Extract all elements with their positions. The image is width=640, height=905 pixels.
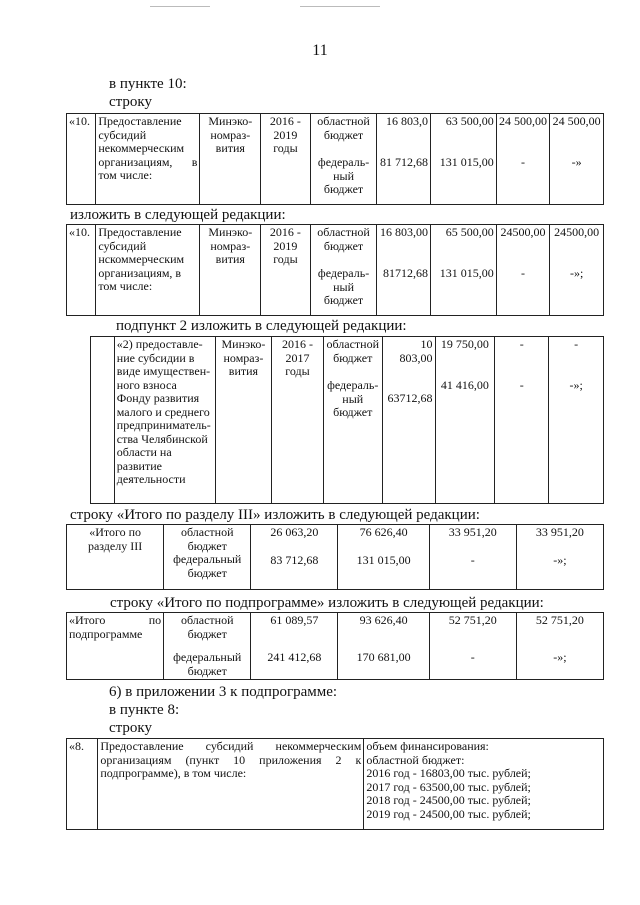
responsible-org: Минэко-номраз-вития — [215, 337, 272, 504]
cell-value: 63 500,00 — [445, 114, 494, 128]
cell-value: 131 015,00 — [439, 265, 494, 280]
cell-value: 52 751,20 — [448, 613, 497, 627]
amount-col-2 — [431, 225, 497, 316]
source-federal: федеральный бюджет — [173, 552, 242, 580]
measure-name: Предоставление субсидий нскоммерческим организациям, в том числе: — [96, 225, 200, 316]
cell-value: 76 626,40 — [359, 525, 408, 539]
cell-value: 24 500,00 — [499, 114, 548, 128]
amount-col-1 — [377, 114, 431, 205]
funding-sources — [310, 114, 377, 205]
cell-value: 131 015,00 — [356, 552, 411, 567]
amount-col-3 — [429, 613, 516, 680]
financing-line: 2017 год - 63500,00 тыс. рублей; — [366, 779, 531, 794]
amount-col-4 — [550, 225, 604, 316]
amount-col-1 — [251, 613, 338, 680]
cell-value: - — [519, 337, 524, 351]
cell-value: 65 500,00 — [445, 225, 494, 239]
empty-number-cell — [91, 337, 115, 504]
heading-appendix-3: 6) в приложении 3 к подпрограмме: — [109, 684, 338, 700]
cell-value: -»; — [570, 265, 584, 280]
cell-value: 16 803,00 — [380, 225, 429, 239]
section-3-total-table — [66, 524, 604, 590]
amount-col-2 — [431, 114, 497, 205]
heading-point-10: в пункте 10: — [109, 76, 187, 92]
cell-value: 241 412,68 — [267, 649, 322, 664]
subprogram-total-table — [66, 612, 604, 680]
source-regional: областной бюджет — [326, 337, 379, 365]
period: 2016 - 2019 годы — [261, 114, 311, 205]
financing-line: 2018 год - 24500,00 тыс. рублей; — [366, 793, 531, 807]
financing-volume — [364, 739, 604, 830]
period: 2016 - 2019 годы — [261, 225, 311, 316]
cell-value: 52 751,20 — [535, 613, 584, 627]
cell-value: 33 951,20 — [535, 525, 584, 539]
cell-value: 24 500,00 — [552, 114, 601, 128]
amount-col-4 — [550, 114, 604, 205]
source-regional: областной бюджет — [317, 114, 370, 142]
source-regional: областной бюджет — [180, 525, 234, 553]
scan-artifact — [150, 6, 210, 7]
heading-subprogram-total: строку «Итого по подпрограмме» изложить в следующей редакции: — [110, 595, 544, 611]
source-federal: федераль-ный бюджет — [327, 378, 379, 419]
cell-value: - — [574, 337, 579, 351]
point-8-table — [66, 738, 604, 830]
cell-value: -»; — [569, 377, 583, 392]
measure-name: «2) предоставле-ние субсидии в виде имуществен-ного взноса Фонду развития малого и среднего предприниматель-ства Челябинской области на развитие деятельности — [114, 337, 215, 504]
funding-sources — [164, 613, 251, 680]
heading-new-edition: изложить в следующей редакции: — [70, 207, 286, 223]
new-row-10-table — [66, 224, 604, 316]
cell-value: 24500,00 — [500, 225, 546, 239]
responsible-org: Минэко-номраз-вития — [200, 114, 261, 205]
cell-value: 93 626,40 — [359, 613, 408, 627]
source-regional: областной бюджет — [180, 613, 234, 641]
cell-value: - — [470, 552, 475, 567]
cell-value: 33 951,20 — [448, 525, 497, 539]
cell-value: 24500,00 — [554, 225, 600, 239]
responsible-org: Минэко-номраз-вития — [200, 225, 261, 316]
cell-value: 81 712,68 — [380, 154, 429, 169]
cell-value: 83 712,68 — [270, 552, 319, 567]
funding-sources — [323, 337, 382, 504]
financing-title: объем финансирования: — [366, 739, 489, 753]
amount-col-2 — [338, 525, 429, 590]
amount-col-3 — [496, 114, 550, 205]
total-label: «Итого по разделу III — [67, 525, 164, 590]
row-number: «10. — [67, 225, 96, 316]
measure-description: Предоставление субсидий некоммерческим организациям (пункт 10 приложения 2 к подпрограмме), в том числе: — [98, 739, 364, 830]
scan-artifact — [300, 6, 380, 7]
heading-subpoint-2: подпункт 2 изложить в следующей редакции: — [116, 318, 407, 334]
financing-subtitle: областной бюджет: — [366, 752, 465, 767]
heading-stroku: строку — [109, 94, 152, 110]
row-number: «8. — [67, 739, 98, 830]
cell-value: - — [519, 377, 524, 392]
amount-col-1 — [251, 525, 338, 590]
cell-value: - — [470, 649, 475, 664]
source-federal: федераль-ный бюджет — [317, 266, 370, 307]
total-label-part: «Итого — [69, 613, 106, 627]
amount-col-1 — [377, 225, 431, 316]
amount-col-1 — [382, 337, 435, 504]
subpoint-2-table — [90, 336, 604, 504]
cell-value: 170 681,00 — [356, 649, 411, 664]
period: 2016 - 2017 годы — [272, 337, 324, 504]
amount-col-2 — [338, 613, 429, 680]
cell-value: 61 089,57 — [270, 613, 319, 627]
source-federal: федераль-ный бюджет — [317, 155, 370, 196]
source-federal: федеральный бюджет — [173, 650, 242, 678]
cell-value: -»; — [553, 649, 567, 664]
amount-col-4 — [516, 525, 603, 590]
funding-sources — [310, 225, 377, 316]
cell-value: 41 416,00 — [440, 377, 489, 392]
amount-col-4 — [516, 613, 603, 680]
page-number: 11 — [312, 42, 328, 59]
cell-value: 10 803,00 — [399, 337, 433, 365]
financing-line: 2019 год - 24500,00 тыс. рублей; — [366, 806, 531, 821]
row-number: «10. — [67, 114, 96, 205]
cell-value: - — [521, 265, 526, 280]
cell-value: 26 063,20 — [270, 525, 319, 539]
financing-line: 2016 год - 16803,00 тыс. рублей; — [366, 766, 531, 780]
cell-value: - — [521, 154, 526, 169]
amount-col-4 — [549, 337, 604, 504]
cell-value: 131 015,00 — [439, 154, 494, 169]
cell-value: -» — [571, 154, 582, 169]
heading-section-3-total: строку «Итого по разделу III» изложить в следующей редакции: — [70, 507, 480, 523]
old-row-10-table — [66, 113, 604, 205]
cell-value: 16 803,0 — [386, 114, 429, 128]
amount-col-3 — [496, 225, 550, 316]
source-regional: областной бюджет — [317, 225, 370, 253]
cell-value: -»; — [553, 552, 567, 567]
heading-point-8: в пункте 8: — [109, 702, 180, 718]
total-label-part: по — [148, 613, 162, 627]
amount-col-3 — [429, 525, 516, 590]
cell-value: 19 750,00 — [440, 337, 489, 351]
cell-value: 81712,68 — [383, 265, 429, 280]
heading-stroku-2: строку — [109, 720, 152, 736]
amount-col-3 — [495, 337, 549, 504]
measure-name: Предоставление субсидий некоммерческим организациям, в том числе: — [96, 114, 200, 205]
funding-sources — [164, 525, 251, 590]
total-label — [67, 613, 164, 680]
cell-value: 63712,68 — [387, 391, 433, 405]
amount-col-2 — [435, 337, 495, 504]
total-label-part: подпрограмме — [69, 626, 143, 641]
